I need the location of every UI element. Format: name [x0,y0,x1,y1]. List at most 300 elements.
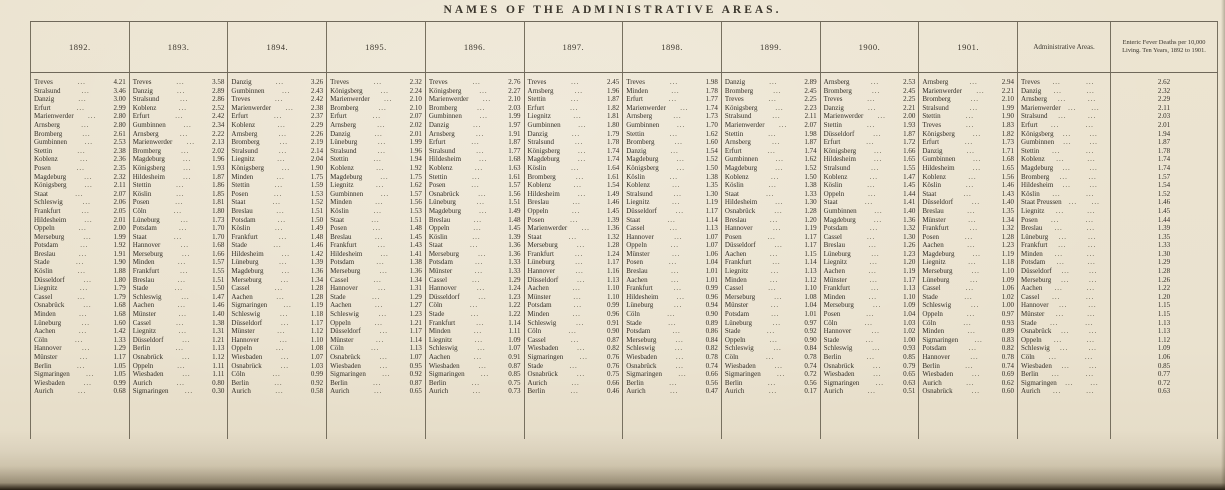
area-row [327,216,425,225]
area-row [228,319,326,328]
area-value: 1.05 [113,370,126,379]
enteric-value-row [1111,293,1217,302]
area-name: Königsberg [527,146,561,155]
area-value: 1.17 [804,232,817,241]
area-value: 1.12 [212,353,225,361]
area-row [130,353,228,362]
area-value: 0.99 [113,378,126,387]
area-value: 1.43 [409,241,422,250]
leader-dots: ... [670,387,679,396]
area-name: Königsberg [428,86,462,95]
area-row [919,130,1017,139]
area-row [525,336,623,345]
leader-dots: ... [88,112,97,121]
leader-dots: ... [380,86,389,95]
leader-dots: ... [671,267,680,276]
area-value: 1.99 [113,232,126,241]
leader-dots: ... [872,344,881,353]
area-row [130,370,228,379]
leader-dots: ... [183,120,192,129]
area-value: 0.96 [606,310,620,319]
leader-dots: ... [972,249,981,258]
enteric-value: 1.15 [1157,310,1171,319]
area-name: Lüneburg [1021,232,1049,241]
admin-area-row [1018,267,1110,276]
leader-dots: ... [273,241,282,250]
leader-dots: ... [1059,172,1068,181]
area-name: Gumbinnen [132,120,166,129]
year-label: 1894. [266,42,289,52]
leader-dots: ... [571,378,580,387]
area-row [31,293,129,302]
area-row [821,310,919,319]
area-value: 2.80 [113,120,126,129]
area-row [31,310,129,319]
area-value: 0.73 [508,387,521,396]
area-value: 0.84 [804,344,817,353]
area-row [31,370,129,379]
area-value: 0.78 [804,353,817,361]
area-row [327,87,425,96]
leader-dots: ... [272,370,281,379]
leader-dots: ... [279,138,289,147]
leader-dots: ... [82,198,91,207]
area-row [327,173,425,182]
area-value: 1.00 [903,335,916,344]
enteric-value: 1.44 [1157,215,1171,224]
area-name: Schleswig [922,301,952,310]
area-row [623,87,721,96]
area-row [525,258,623,267]
area-name: Posen [231,189,249,198]
enteric-value-row [1111,87,1217,96]
area-name: Berlin [823,353,842,361]
leader-dots: ... [1050,318,1059,327]
area-name: Marienwerder [527,224,568,233]
area-name: Liegnitz [1021,206,1045,215]
leader-dots: ... [375,198,384,207]
leader-dots: ... [178,310,187,319]
enteric-value-row [1111,198,1217,207]
area-name: Osnabrück [132,353,164,361]
area-row [623,121,721,130]
leader-dots: ... [1088,301,1097,310]
area-name: Münster [823,275,847,284]
area-value: 2.01 [409,129,422,138]
year-column [623,73,722,439]
leader-dots: ... [376,181,385,190]
area-row [722,78,820,87]
area-name: Köslin [527,163,547,172]
leader-dots: ... [1087,310,1096,319]
leader-dots: ... [178,327,187,336]
area-name: Düsseldorf [330,327,361,336]
enteric-value: 1.20 [1157,292,1171,301]
area-value: 0.58 [310,387,324,396]
area-row [130,121,228,130]
area-name: Berlin [527,387,546,396]
area-name: Oppeln [34,224,55,233]
leader-dots: ... [274,224,284,233]
area-name: Cassel [527,335,546,344]
area-name: Marienwerder [922,86,962,95]
area-name: Berlin [330,378,348,387]
area-value: 1.18 [310,310,324,319]
enteric-value: 0.72 [1157,378,1171,387]
area-name: Posen [330,224,347,233]
area-name: Hildesheim [34,215,67,224]
area-value: 2.89 [804,78,817,86]
area-name: Posen [823,310,841,319]
area-name: Breslau [1021,224,1043,233]
area-name: Stralsund [34,86,61,95]
area-value: 2.02 [409,120,422,129]
leader-dots: ... [671,275,680,284]
area-name: Koblenz [330,163,354,172]
area-name: Posen [527,215,545,224]
enteric-value-row [1111,301,1217,310]
area-name: Stettin [231,181,250,190]
area-row [722,267,820,276]
area-value: 0.92 [804,327,817,336]
area-name: Aachen [823,267,846,276]
area-value: 1.34 [310,275,324,284]
area-name: Köslin [626,172,645,181]
leader-dots: ... [77,267,86,276]
leader-dots: ... [477,344,486,353]
area-value: 1.15 [804,249,817,258]
area-name: Merseburg [1021,275,1052,284]
area-value: 1.90 [1001,112,1015,121]
area-name: Aurich [1021,387,1041,396]
leader-dots: ... [376,163,385,172]
leader-dots: ... [177,301,186,310]
area-name: Oppeln [626,241,647,250]
leader-dots: ... [75,189,84,198]
area-row [426,362,524,371]
year-column [821,73,920,439]
area-name: Treves [922,120,942,129]
area-name: Schleswig [1021,344,1050,353]
area-name: Gumbinnen [1021,138,1055,147]
area-name: Oppeln [922,310,943,319]
leader-dots: ... [1087,258,1096,267]
area-name: Minden [330,198,352,207]
area-value: 1.47 [212,292,225,301]
leader-dots: ... [472,172,481,181]
leader-dots: ... [82,344,91,353]
area-row [525,87,623,96]
area-name: Liegnitz [330,181,354,190]
area-name: Wiesbaden [34,378,65,387]
area-row [722,284,820,293]
area-value: 1.07 [310,353,324,361]
enteric-value-row [1111,353,1217,362]
admin-area-row [1018,95,1110,104]
area-row [130,250,228,259]
area-value: 2.25 [903,95,916,104]
leader-dots: ... [864,318,873,327]
area-value: 1.87 [903,129,916,138]
area-row [130,336,228,345]
leader-dots: ... [671,86,680,95]
leader-dots: ... [577,155,587,164]
leader-dots: ... [1050,120,1060,129]
area-value: 1.50 [804,172,817,181]
area-row [919,173,1017,182]
area-name: Liegnitz [626,198,650,207]
area-value: 1.18 [1001,258,1015,267]
leader-dots: ... [871,86,881,95]
area-name: Cöln [922,318,936,327]
area-row [228,276,326,285]
area-row [426,147,524,156]
leader-dots: ... [672,327,681,336]
leader-dots: ... [672,198,681,207]
leader-dots: ... [186,138,195,147]
page-bottom-edge [0,430,1225,490]
leader-dots: ... [473,224,482,233]
area-value: 0.46 [606,387,620,396]
leader-dots: ... [375,301,384,310]
area-name: Königsberg [132,163,166,172]
area-name: Potsdam [330,258,355,267]
area-value: 1.12 [310,327,324,336]
area-value: 1.14 [409,335,422,344]
area-name: Hildesheim [231,249,264,258]
area-value: 2.21 [903,103,916,112]
leader-dots: ... [874,146,883,155]
area-name: Stettin [34,146,53,155]
leader-dots: ... [372,292,381,301]
area-value: 1.24 [606,249,620,258]
area-value: 1.42 [113,327,126,336]
area-name: Frankfurt [626,284,653,293]
area-name: Treves [132,78,152,86]
area-row [327,344,425,353]
area-name: Sigmaringen [922,335,959,344]
area-row [31,104,129,113]
enteric-value: 1.28 [1157,267,1171,276]
enteric-value-row [1111,284,1217,293]
area-row [31,250,129,259]
area-row [821,353,919,362]
area-value: 1.42 [310,249,324,258]
area-row [919,387,1017,396]
area-value: 2.10 [409,103,422,112]
leader-dots: ... [1053,335,1063,344]
area-row [327,301,425,310]
area-name: Erfurt [823,138,841,147]
enteric-value: 2.11 [1158,103,1171,112]
leader-dots: ... [175,198,184,207]
admin-areas-column [1018,73,1111,439]
leader-dots: ... [1088,275,1098,284]
area-value: 1.10 [606,292,620,301]
leader-dots: ... [280,361,290,370]
area-name: Hannover [34,344,62,353]
area-row [327,353,425,362]
area-value: 0.66 [606,378,620,387]
area-value: 0.91 [508,353,521,361]
leader-dots: ... [678,370,687,379]
area-row [919,198,1017,207]
area-name: Posen [1021,215,1038,224]
leader-dots: ... [773,86,782,95]
area-value: 1.38 [804,181,817,190]
leader-dots: ... [579,353,588,361]
area-name: Koblenz [922,172,947,181]
leader-dots: ... [1063,138,1072,147]
area-row [426,267,524,276]
enteric-value: 1.26 [1157,275,1171,284]
area-name: Koblenz [626,181,650,190]
leader-dots: ... [1055,206,1065,215]
admin-area-row [1018,233,1110,242]
area-value: 0.86 [705,327,718,336]
leader-dots: ... [281,163,291,172]
area-value: 1.73 [705,112,718,121]
admin-area-row [1018,130,1110,139]
area-row [327,207,425,216]
leader-dots: ... [673,284,682,293]
area-row [919,190,1017,199]
area-value: 2.11 [113,181,126,190]
area-value: 1.64 [606,163,620,172]
leader-dots: ... [675,206,685,215]
year-column [130,73,229,439]
area-value: 1.17 [903,275,916,284]
leader-dots: ... [84,215,93,224]
area-row [525,250,623,259]
area-value: 1.51 [310,206,324,215]
leader-dots: ... [974,335,983,344]
area-name: Aurich [428,387,449,396]
enteric-value-row [1111,370,1217,379]
area-value: 1.55 [212,267,225,276]
leader-dots: ... [577,344,586,353]
area-value: 1.17 [310,318,324,327]
area-name: Stade [1021,318,1037,327]
area-row [821,95,919,104]
area-row [327,250,425,259]
area-name: Cassel [724,284,744,293]
area-value: 0.89 [705,318,718,327]
area-name: Köslin [132,189,152,198]
area-value: 2.37 [310,112,324,121]
area-row [228,344,326,353]
leader-dots: ... [76,163,85,172]
area-value: 0.91 [606,318,620,327]
area-value: 0.97 [1001,310,1015,319]
leader-dots: ... [572,198,581,207]
leader-dots: ... [964,138,974,147]
leader-dots: ... [873,215,883,224]
area-value: 1.94 [409,155,422,164]
area-row [919,78,1017,87]
area-row [722,276,820,285]
area-row [525,362,623,371]
area-value: 0.17 [804,387,817,396]
area-row [722,319,820,328]
area-name: Cöln [132,206,147,215]
area-value: 0.89 [1001,327,1015,336]
area-row [130,310,228,319]
leader-dots: ... [479,206,488,215]
area-value: 0.87 [606,335,620,344]
leader-dots: ... [1055,310,1065,319]
leader-dots: ... [574,249,584,258]
area-row [821,78,919,87]
area-value: 1.35 [705,181,718,190]
area-name: Osnabrück [626,361,657,370]
area-value: 1.36 [508,241,521,250]
area-value: 0.90 [804,335,817,344]
area-row [623,241,721,250]
leader-dots: ... [474,335,483,344]
leader-dots: ... [570,95,580,104]
area-row [821,87,919,96]
area-row [722,241,820,250]
area-name: Stettin [922,112,941,121]
leader-dots: ... [275,344,285,353]
enteric-value-row [1111,121,1217,130]
leader-dots: ... [1090,378,1099,387]
area-value: 1.32 [903,224,916,233]
area-row [722,344,820,353]
area-name: Arnsberg [1021,95,1047,104]
area-name: Potsdam [1021,258,1046,267]
leader-dots: ... [77,292,86,301]
area-value: 1.10 [310,335,324,344]
area-row [525,353,623,362]
area-name: Stettin [527,95,546,104]
area-name: Lüneburg [132,215,160,224]
area-value: 2.53 [113,138,126,147]
year-label: 1896. [463,42,486,52]
area-value: 2.03 [508,103,521,112]
leader-dots: ... [772,138,781,147]
area-row [31,319,129,328]
leader-dots: ... [1052,146,1061,155]
area-name: Wiesbaden [1021,361,1052,370]
area-row [623,362,721,371]
area-row [228,327,326,336]
area-row [31,216,129,225]
area-name: Potsdam [724,310,750,319]
area-row [722,104,820,113]
area-row [130,130,228,139]
area-row [623,207,721,216]
area-name: Stettin [823,120,842,129]
leader-dots: ... [574,86,583,95]
area-row [426,344,524,353]
area-value: 1.98 [705,78,718,86]
leader-dots: ... [176,181,185,190]
leader-dots: ... [674,344,684,353]
area-name: Oppeln [428,224,450,233]
area-value: 1.17 [804,241,817,250]
area-row [327,284,425,293]
area-row [426,95,524,104]
area-value: 1.52 [705,155,718,164]
area-row [327,138,425,147]
area-name: Hildesheim [132,172,165,181]
leader-dots: ... [478,361,487,370]
area-row [623,293,721,302]
area-value: 2.45 [804,86,817,95]
area-value: 1.03 [310,361,324,370]
